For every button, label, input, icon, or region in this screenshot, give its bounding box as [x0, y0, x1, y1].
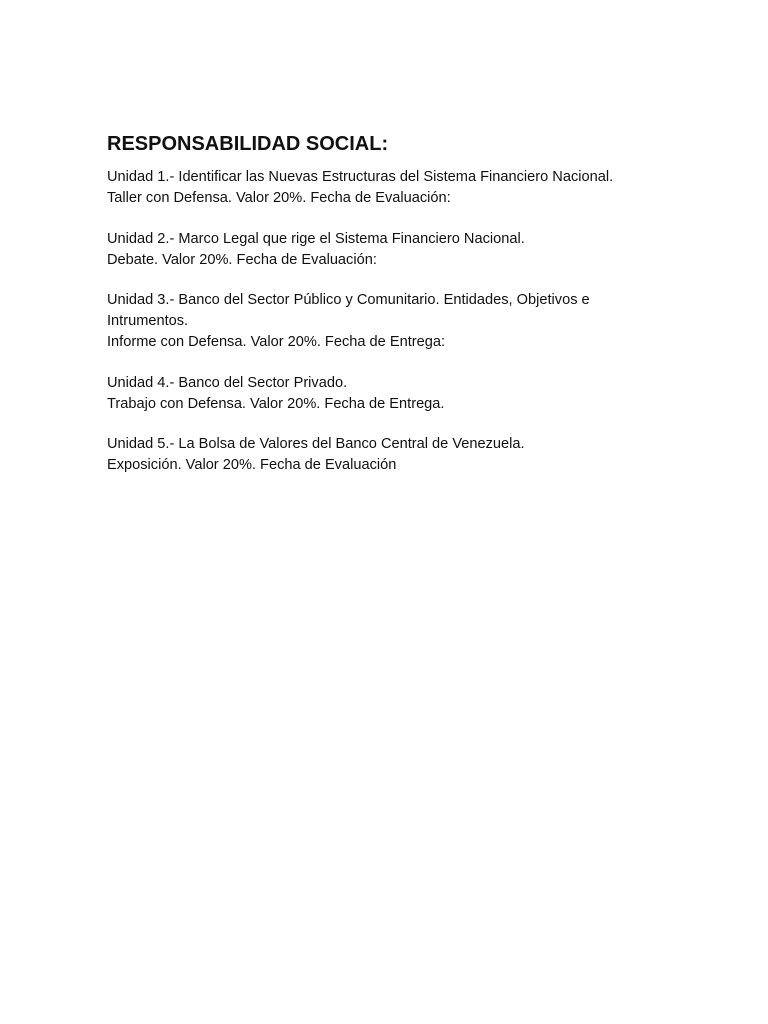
unit-list — [107, 167, 668, 476]
unit-heading: Unidad 2.- Marco Legal que rige el Sistema Financiero Nacional. — [107, 230, 525, 247]
unit-heading: Unidad 4.- Banco del Sector Privado. — [107, 374, 348, 391]
unit-heading: Unidad 5.- La Bolsa de Valores del Banco Central de Venezuela. — [107, 436, 525, 452]
unit-5 — [107, 434, 668, 476]
unit-3 — [107, 290, 668, 353]
unit-2 — [107, 229, 668, 271]
unit-evaluation: Trabajo con Defensa. Valor 20%. Fecha de Entrega. — [107, 395, 445, 412]
unit-4 — [107, 373, 668, 415]
unit-evaluation: Informe con Defensa. Valor 20%. Fecha de Entrega: — [107, 334, 446, 350]
unit-1 — [107, 167, 668, 209]
unit-evaluation: Debate. Valor 20%. Fecha de Evaluación: — [107, 251, 377, 268]
unit-evaluation: Exposición. Valor 20%. Fecha de Evaluación — [107, 457, 397, 473]
unit-heading: Unidad 3.- Banco del Sector Público y Comunitario. Entidades, Objetivos e Intrumentos. — [107, 292, 590, 329]
unit-evaluation: Taller con Defensa. Valor 20%. Fecha de Evaluación: — [107, 190, 451, 206]
document-title: RESPONSABILIDAD SOCIAL: — [107, 133, 389, 155]
unit-heading: Unidad 1.- Identificar las Nuevas Estructuras del Sistema Financiero Nacional. — [107, 169, 614, 185]
